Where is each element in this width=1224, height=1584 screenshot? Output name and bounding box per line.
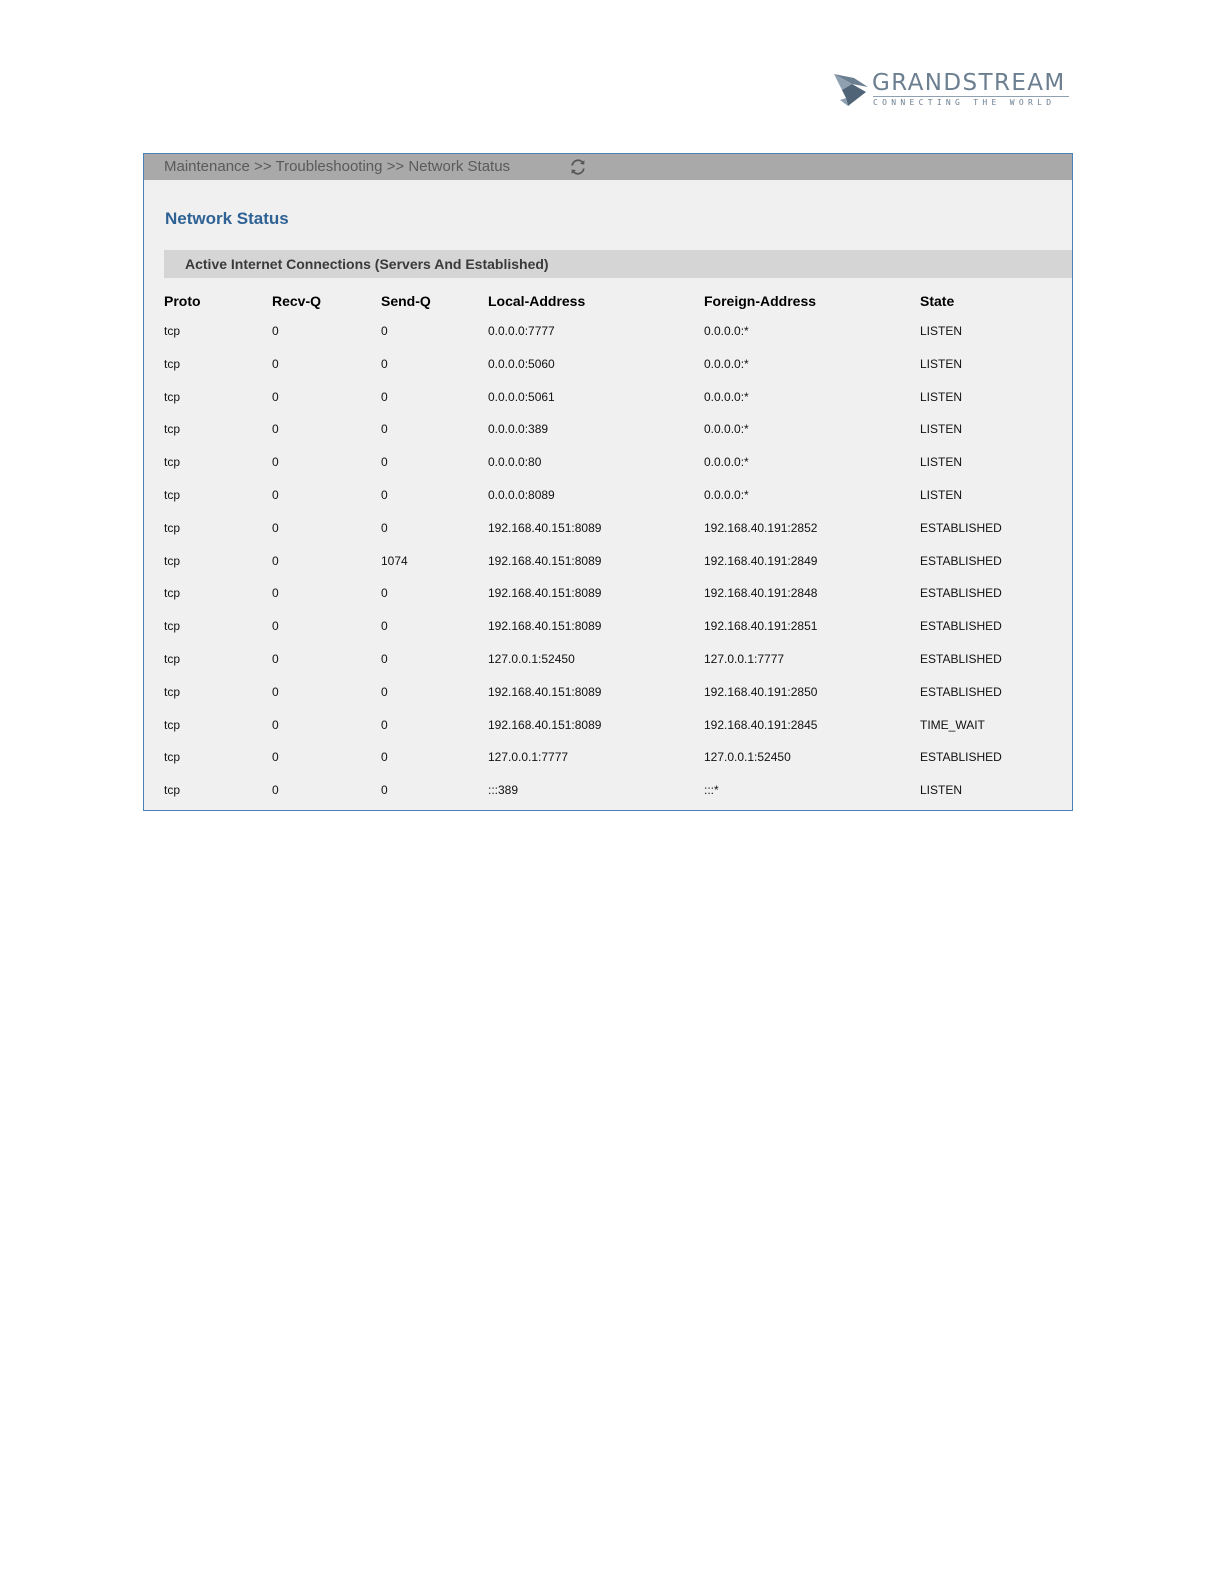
table-row xyxy=(164,676,1064,709)
cell-local-address: 192.168.40.151:8089 xyxy=(488,619,602,634)
cell-foreign-address: 192.168.40.191:2849 xyxy=(704,553,818,568)
table-row xyxy=(164,709,1064,742)
table-row xyxy=(164,741,1064,774)
cell-proto: tcp xyxy=(164,684,181,699)
table-row xyxy=(164,774,1064,807)
cell-recv-q: 0 xyxy=(272,455,279,470)
cell-recv-q: 0 xyxy=(272,356,279,371)
column-header-foreign-address: Foreign-Address xyxy=(704,293,817,309)
table-row xyxy=(164,413,1064,446)
cell-send-q: 0 xyxy=(381,455,388,470)
cell-foreign-address: 0.0.0.0:* xyxy=(704,487,749,502)
cell-recv-q: 0 xyxy=(272,783,279,798)
cell-proto: tcp xyxy=(164,324,181,338)
cell-send-q: 0 xyxy=(381,717,388,732)
cell-local-address: 127.0.0.1:52450 xyxy=(488,651,575,666)
cell-proto: tcp xyxy=(164,586,181,601)
cell-proto: tcp xyxy=(164,422,181,437)
cell-foreign-address: 0.0.0.0:* xyxy=(704,356,749,371)
cell-send-q: 0 xyxy=(381,389,388,404)
cell-proto: tcp xyxy=(164,389,181,404)
cell-local-address: 0.0.0.0:5061 xyxy=(488,389,555,404)
cell-recv-q: 0 xyxy=(272,717,279,732)
table-row xyxy=(164,545,1064,578)
cell-proto: tcp xyxy=(164,619,181,634)
cell-send-q: 0 xyxy=(381,422,388,437)
cell-recv-q: 0 xyxy=(272,487,279,502)
cell-local-address: 0.0.0.0:80 xyxy=(488,455,542,470)
cell-proto: tcp xyxy=(164,750,181,765)
cell-state: LISTEN xyxy=(920,487,963,502)
cell-proto: tcp xyxy=(164,455,181,470)
cell-recv-q: 0 xyxy=(272,619,279,634)
grandstream-logo xyxy=(832,70,1072,110)
table-row xyxy=(164,643,1064,676)
table-body xyxy=(164,315,1064,807)
cell-send-q: 0 xyxy=(381,651,388,666)
cell-foreign-address: 0.0.0.0:* xyxy=(704,422,749,437)
cell-local-address: 0.0.0.0:8089 xyxy=(488,487,555,502)
cell-send-q: 0 xyxy=(381,586,388,601)
cell-state: LISTEN xyxy=(920,356,963,371)
column-header-send-q: Send-Q xyxy=(381,293,431,309)
table-header-row xyxy=(164,287,1064,315)
cell-local-address: 192.168.40.151:8089 xyxy=(488,520,602,535)
column-header-proto: Proto xyxy=(164,293,201,309)
cell-proto: tcp xyxy=(164,651,181,666)
page-title: Network Status xyxy=(165,209,289,228)
cell-foreign-address: 0.0.0.0:* xyxy=(704,389,749,404)
cell-foreign-address: 127.0.0.1:7777 xyxy=(704,651,785,666)
cell-proto: tcp xyxy=(164,356,181,371)
column-header-recv-q: Recv-Q xyxy=(272,293,322,309)
section-header xyxy=(164,250,1072,278)
cell-state: LISTEN xyxy=(920,422,963,437)
cell-state: ESTABLISHED xyxy=(920,651,1002,666)
cell-foreign-address: 192.168.40.191:2852 xyxy=(704,520,818,535)
cell-recv-q: 0 xyxy=(272,586,279,601)
cell-send-q: 1074 xyxy=(381,553,408,568)
logo-wordmark: GRANDSTREAM xyxy=(872,70,1066,96)
cell-state: LISTEN xyxy=(920,389,963,404)
breadcrumb-bar xyxy=(144,154,1072,180)
cell-recv-q: 0 xyxy=(272,422,279,437)
cell-foreign-address: 192.168.40.191:2850 xyxy=(704,684,818,699)
table-row xyxy=(164,512,1064,545)
column-header-state: State xyxy=(920,293,955,309)
network-status-panel xyxy=(143,153,1073,811)
breadcrumb: Maintenance >> Troubleshooting >> Network Status xyxy=(164,158,511,175)
cell-proto: tcp xyxy=(164,717,181,732)
cell-foreign-address: 192.168.40.191:2845 xyxy=(704,717,818,732)
logo-tagline: CONNECTING THE WORLD xyxy=(873,98,1056,107)
cell-local-address: 0.0.0.0:7777 xyxy=(488,324,555,338)
cell-local-address: 127.0.0.1:7777 xyxy=(488,750,569,765)
cell-state: ESTABLISHED xyxy=(920,619,1002,634)
cell-proto: tcp xyxy=(164,520,181,535)
cell-state: ESTABLISHED xyxy=(920,520,1002,535)
cell-foreign-address: 0.0.0.0:* xyxy=(704,455,749,470)
table-row xyxy=(164,479,1064,512)
cell-state: ESTABLISHED xyxy=(920,553,1002,568)
cell-state: TIME_WAIT xyxy=(920,717,985,732)
cell-foreign-address: 127.0.0.1:52450 xyxy=(704,750,791,765)
cell-local-address: 192.168.40.151:8089 xyxy=(488,684,602,699)
column-header-local-address: Local-Address xyxy=(488,293,586,309)
table-row xyxy=(164,577,1064,610)
cell-recv-q: 0 xyxy=(272,684,279,699)
connections-table xyxy=(164,287,1064,807)
cell-send-q: 0 xyxy=(381,324,388,338)
cell-send-q: 0 xyxy=(381,356,388,371)
cell-local-address: 192.168.40.151:8089 xyxy=(488,553,602,568)
table-row xyxy=(164,446,1064,479)
cell-proto: tcp xyxy=(164,487,181,502)
section-title: Active Internet Connections (Servers And Established) xyxy=(185,256,549,272)
cell-recv-q: 0 xyxy=(272,750,279,765)
cell-send-q: 0 xyxy=(381,487,388,502)
table-row xyxy=(164,315,1064,348)
table-row xyxy=(164,381,1064,414)
cell-foreign-address: 192.168.40.191:2851 xyxy=(704,619,818,634)
cell-local-address: 192.168.40.151:8089 xyxy=(488,586,602,601)
refresh-icon[interactable] xyxy=(569,158,587,176)
cell-send-q: 0 xyxy=(381,783,388,798)
cell-send-q: 0 xyxy=(381,619,388,634)
cell-proto: tcp xyxy=(164,783,181,798)
cell-proto: tcp xyxy=(164,553,181,568)
cell-state: LISTEN xyxy=(920,455,963,470)
cell-state: ESTABLISHED xyxy=(920,750,1002,765)
table-row xyxy=(164,610,1064,643)
cell-local-address: :::389 xyxy=(488,783,519,798)
cell-state: ESTABLISHED xyxy=(920,684,1002,699)
cell-state: LISTEN xyxy=(920,324,963,338)
cell-foreign-address: 0.0.0.0:* xyxy=(704,324,749,338)
grandstream-logo-icon xyxy=(832,70,870,108)
cell-recv-q: 0 xyxy=(272,553,279,568)
table-row xyxy=(164,348,1064,381)
cell-recv-q: 0 xyxy=(272,520,279,535)
cell-local-address: 0.0.0.0:5060 xyxy=(488,356,555,371)
cell-recv-q: 0 xyxy=(272,324,279,338)
cell-local-address: 0.0.0.0:389 xyxy=(488,422,549,437)
logo-divider xyxy=(873,96,1069,97)
cell-local-address: 192.168.40.151:8089 xyxy=(488,717,602,732)
cell-foreign-address: 192.168.40.191:2848 xyxy=(704,586,818,601)
cell-send-q: 0 xyxy=(381,684,388,699)
cell-recv-q: 0 xyxy=(272,389,279,404)
cell-send-q: 0 xyxy=(381,520,388,535)
cell-foreign-address: :::* xyxy=(704,783,719,798)
cell-recv-q: 0 xyxy=(272,651,279,666)
cell-state: ESTABLISHED xyxy=(920,586,1002,601)
cell-send-q: 0 xyxy=(381,750,388,765)
cell-state: LISTEN xyxy=(920,783,963,798)
